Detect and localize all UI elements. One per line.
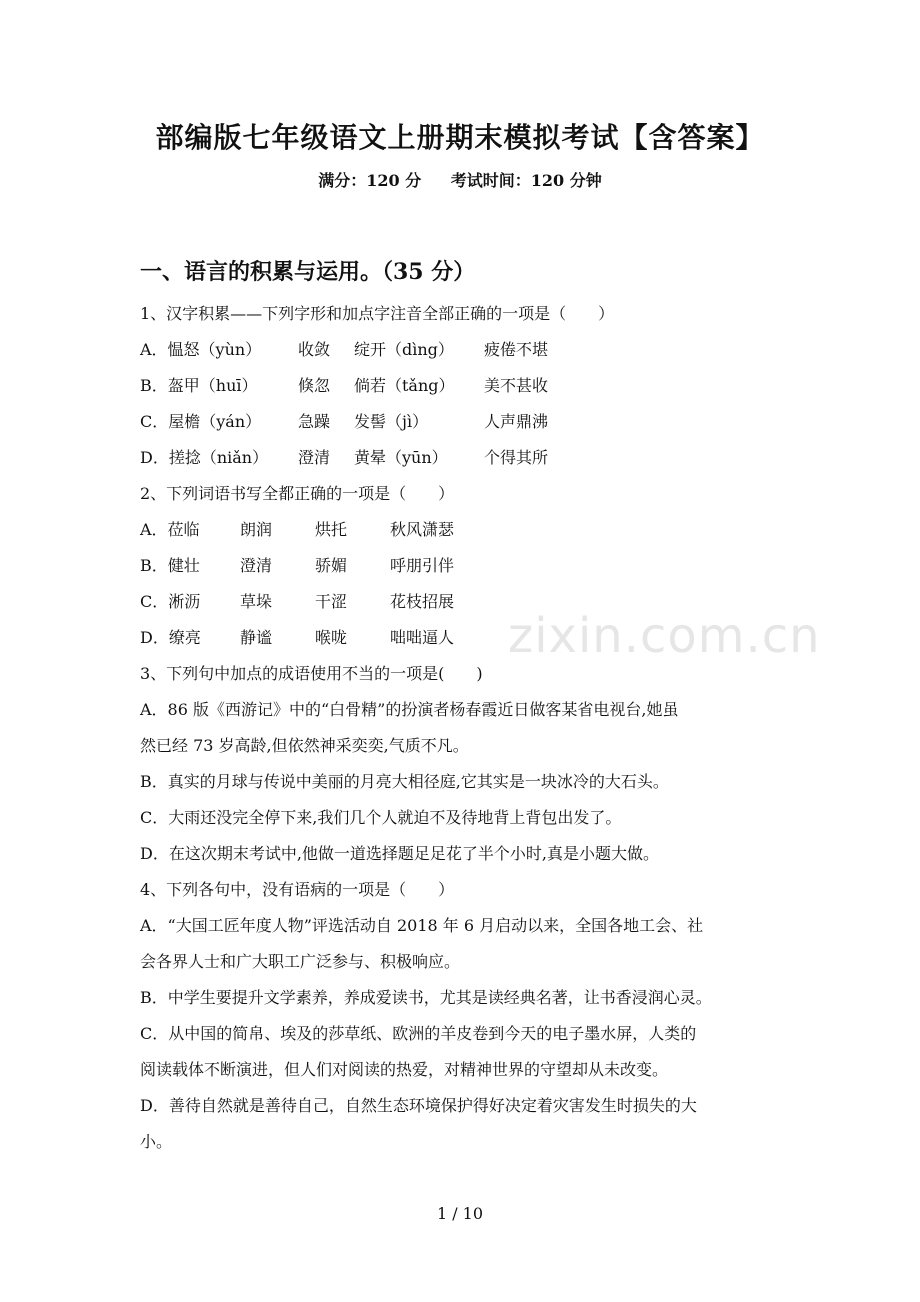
- question-1-option-b: [140, 368, 790, 404]
- option-word: C．淅沥: [140, 592, 201, 611]
- option-word: 个得其所: [484, 448, 549, 467]
- question-4-option-c: C．从中国的简帛、埃及的莎草纸、欧洲的羊皮卷到今天的电子墨水屏，人类的: [140, 1024, 697, 1043]
- option-word: D．搓捻（niǎn）: [140, 448, 269, 467]
- section-title: 一、语言的积累与运用。（35 分）: [140, 259, 476, 285]
- question-2-option-d: [140, 620, 790, 656]
- question-1-stem: 1、汉字积累——下列字形和加点字注音全部正确的一项是（ ）: [140, 304, 615, 323]
- question-2-option-c: [140, 584, 790, 620]
- option-word: 疲倦不堪: [484, 340, 549, 359]
- question-3-option-d: D．在这次期末考试中,他做一道选择题足足花了半个小时,真是小题大做。: [140, 844, 660, 863]
- option-word: 澄清: [240, 556, 273, 575]
- question-4-stem: 4、下列各句中，没有语病的一项是（ ）: [140, 880, 455, 899]
- option-word: 秋风潇瑟: [390, 520, 455, 539]
- question-1-option-a: [140, 332, 790, 368]
- question-4-option-a: A．“大国工匠年度人物”评选活动自 2018 年 6 月启动以来，全国各地工会、社: [140, 916, 704, 935]
- question-3-option-b: B．真实的月球与传说中美丽的月亮大相径庭,它其实是一块冰冷的大石头。: [140, 772, 669, 791]
- question-1-option-d: [140, 440, 790, 476]
- exam-title: 部编版七年级语文上册期末模拟考试【含答案】: [155, 121, 765, 154]
- option-word: 人声鼎沸: [484, 412, 549, 431]
- option-word: A．莅临: [140, 520, 200, 539]
- option-word: B．健壮: [140, 556, 200, 575]
- option-word: 朗润: [240, 520, 273, 539]
- option-word: D．缭亮: [140, 628, 201, 647]
- option-word: 烘托: [315, 520, 348, 539]
- question-2-option-a: [140, 512, 790, 548]
- exam-time: 考试时间：120 分钟: [450, 171, 602, 190]
- question-4-option-d-cont: 小。: [140, 1132, 173, 1151]
- option-word: 收敛: [298, 340, 331, 359]
- full-score: 满分：120 分: [318, 171, 422, 190]
- question-4-option-b: B．中学生要提升文学素养，养成爱读书，尤其是读经典名著，让书香浸润心灵。: [140, 988, 712, 1007]
- option-word: 绽开（dìng）: [354, 340, 454, 359]
- question-3-option-c: C．大雨还没完全停下来,我们几个人就迫不及待地背上背包出发了。: [140, 808, 622, 827]
- option-word: 干涩: [315, 592, 348, 611]
- question-4-option-d: D．善待自然就是善待自己，自然生态环境保护得好决定着灾害发生时损失的大: [140, 1096, 697, 1115]
- option-word: 喉咙: [315, 628, 348, 647]
- question-3-option-a-cont: 然已经 73 岁高龄,但依然神采奕奕,气质不凡。: [140, 736, 469, 755]
- option-word: 倘若（tǎng）: [354, 376, 455, 395]
- option-word: 咄咄逼人: [390, 628, 455, 647]
- option-word: 澄清: [298, 448, 331, 467]
- exam-subtitle: [0, 168, 920, 191]
- option-word: C．屋檐（yán）: [140, 412, 262, 431]
- watermark: zixin.com.cn: [508, 608, 821, 664]
- option-word: B．盔甲（huī）: [140, 376, 258, 395]
- option-word: 静谧: [240, 628, 273, 647]
- question-4-option-a-cont: 会各界人士和广大职工广泛参与、积极响应。: [140, 952, 461, 971]
- option-word: 急躁: [298, 412, 331, 431]
- question-3-option-a: A．86 版《西游记》中的“白骨精”的扮演者杨春霞近日做客某省电视台,她虽: [140, 700, 679, 719]
- option-word: 呼朋引伴: [390, 556, 455, 575]
- option-word: 倏忽: [298, 376, 331, 395]
- option-word: 美不甚收: [484, 376, 549, 395]
- question-3-stem: 3、下列句中加点的成语使用不当的一项是( ): [140, 664, 483, 683]
- question-list: [140, 296, 790, 1160]
- question-2-stem: 2、下列词语书写全都正确的一项是（ ）: [140, 484, 455, 503]
- option-word: 黄晕（yūn）: [354, 448, 448, 467]
- question-1-option-c: [140, 404, 790, 440]
- option-word: 骄媚: [315, 556, 348, 575]
- option-word: 花枝招展: [390, 592, 455, 611]
- question-4-option-c-cont: 阅读载体不断演进，但人们对阅读的热爱，对精神世界的守望却从未改变。: [140, 1060, 669, 1079]
- page-number: 1 / 10: [436, 1204, 484, 1223]
- question-2-option-b: [140, 548, 790, 584]
- option-word: 发髻（jì）: [354, 412, 429, 431]
- option-word: A．愠怒（yùn）: [140, 340, 262, 359]
- option-word: 草垛: [240, 592, 273, 611]
